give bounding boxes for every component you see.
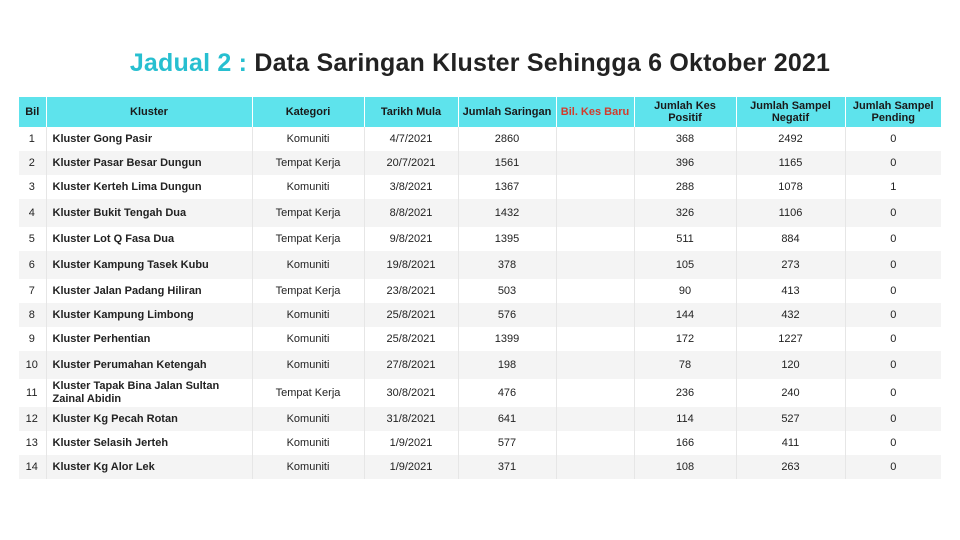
cell-jumlah-sampel-negatif: 263: [736, 455, 845, 479]
cell-jumlah-saringan: 198: [458, 351, 556, 379]
table-row: [19, 199, 941, 227]
cell-tarikh-mula: 25/8/2021: [364, 327, 458, 351]
cell-bil: 6: [19, 251, 46, 279]
table-row: [19, 327, 941, 351]
cell-bil-kes-baru: [556, 175, 634, 199]
cell-jumlah-kes-positif: 326: [634, 199, 736, 227]
cell-jumlah-sampel-pending: 0: [845, 431, 941, 455]
cell-jumlah-sampel-pending: 0: [845, 127, 941, 151]
cell-kluster: Kluster Kerteh Lima Dungun: [46, 175, 252, 199]
cell-bil: 5: [19, 227, 46, 251]
cell-kategori: Tempat Kerja: [252, 279, 364, 303]
cell-jumlah-kes-positif: 166: [634, 431, 736, 455]
cluster-screening-table: [19, 97, 941, 479]
cell-bil: 13: [19, 431, 46, 455]
cell-jumlah-kes-positif: 511: [634, 227, 736, 251]
cell-jumlah-sampel-pending: 0: [845, 327, 941, 351]
cell-jumlah-sampel-negatif: 120: [736, 351, 845, 379]
cell-bil-kes-baru: [556, 327, 634, 351]
cell-jumlah-sampel-negatif: 1106: [736, 199, 845, 227]
table-header-row: [19, 97, 941, 127]
cell-jumlah-saringan: 1395: [458, 227, 556, 251]
cell-jumlah-kes-positif: 396: [634, 151, 736, 175]
cell-bil: 3: [19, 175, 46, 199]
table-row: [19, 279, 941, 303]
table-row: [19, 407, 941, 431]
cell-bil-kes-baru: [556, 303, 634, 327]
cell-bil-kes-baru: [556, 251, 634, 279]
cell-kategori: Komuniti: [252, 431, 364, 455]
cell-jumlah-kes-positif: 78: [634, 351, 736, 379]
cell-jumlah-saringan: 476: [458, 379, 556, 407]
cell-kategori: Komuniti: [252, 407, 364, 431]
cell-jumlah-kes-positif: 114: [634, 407, 736, 431]
table-row: [19, 175, 941, 199]
cell-bil-kes-baru: [556, 431, 634, 455]
cell-jumlah-sampel-pending: 0: [845, 251, 941, 279]
cell-jumlah-saringan: 503: [458, 279, 556, 303]
cell-jumlah-kes-positif: 368: [634, 127, 736, 151]
cell-kategori: Tempat Kerja: [252, 227, 364, 251]
cell-kluster: Kluster Bukit Tengah Dua: [46, 199, 252, 227]
cell-kategori: Komuniti: [252, 251, 364, 279]
cell-jumlah-kes-positif: 288: [634, 175, 736, 199]
cell-jumlah-saringan: 371: [458, 455, 556, 479]
cell-tarikh-mula: 19/8/2021: [364, 251, 458, 279]
cell-kluster: Kluster Perumahan Ketengah: [46, 351, 252, 379]
cell-jumlah-sampel-negatif: 1165: [736, 151, 845, 175]
cell-jumlah-sampel-negatif: 1227: [736, 327, 845, 351]
cell-kategori: Komuniti: [252, 455, 364, 479]
cell-bil: 12: [19, 407, 46, 431]
cell-jumlah-saringan: 1399: [458, 327, 556, 351]
cell-bil-kes-baru: [556, 379, 634, 407]
cell-jumlah-kes-positif: 236: [634, 379, 736, 407]
cell-jumlah-sampel-negatif: 2492: [736, 127, 845, 151]
cell-jumlah-sampel-pending: 0: [845, 407, 941, 431]
cell-bil-kes-baru: [556, 227, 634, 251]
cell-jumlah-sampel-negatif: 527: [736, 407, 845, 431]
cell-jumlah-saringan: 1561: [458, 151, 556, 175]
cell-bil: 8: [19, 303, 46, 327]
cell-tarikh-mula: 8/8/2021: [364, 199, 458, 227]
cell-jumlah-sampel-negatif: 432: [736, 303, 845, 327]
page-title: [0, 49, 960, 78]
table-row: [19, 455, 941, 479]
table-row: [19, 227, 941, 251]
cell-bil: 14: [19, 455, 46, 479]
cell-kategori: Komuniti: [252, 327, 364, 351]
cell-jumlah-sampel-pending: 0: [845, 227, 941, 251]
cell-jumlah-sampel-negatif: 273: [736, 251, 845, 279]
cell-jumlah-saringan: 2860: [458, 127, 556, 151]
cell-jumlah-sampel-negatif: 1078: [736, 175, 845, 199]
cell-bil: 7: [19, 279, 46, 303]
cell-jumlah-sampel-negatif: 413: [736, 279, 845, 303]
cell-tarikh-mula: 23/8/2021: [364, 279, 458, 303]
cell-kategori: Komuniti: [252, 303, 364, 327]
cell-jumlah-sampel-pending: 0: [845, 151, 941, 175]
cell-kluster: Kluster Kg Pecah Rotan: [46, 407, 252, 431]
cell-jumlah-kes-positif: 105: [634, 251, 736, 279]
header-bil: Bil: [19, 97, 46, 127]
cell-jumlah-saringan: 577: [458, 431, 556, 455]
table-row: [19, 151, 941, 175]
cell-bil: 1: [19, 127, 46, 151]
cell-tarikh-mula: 3/8/2021: [364, 175, 458, 199]
cell-tarikh-mula: 30/8/2021: [364, 379, 458, 407]
table-row: [19, 351, 941, 379]
cell-kategori: Tempat Kerja: [252, 379, 364, 407]
cell-tarikh-mula: 25/8/2021: [364, 303, 458, 327]
cell-jumlah-sampel-negatif: 240: [736, 379, 845, 407]
cell-jumlah-kes-positif: 172: [634, 327, 736, 351]
header-kategori: Kategori: [252, 97, 364, 127]
cell-tarikh-mula: 1/9/2021: [364, 455, 458, 479]
cell-bil: 10: [19, 351, 46, 379]
cell-bil-kes-baru: [556, 199, 634, 227]
cell-kategori: Komuniti: [252, 175, 364, 199]
cell-jumlah-sampel-pending: 1: [845, 175, 941, 199]
table-body: [19, 127, 941, 479]
cell-jumlah-saringan: 641: [458, 407, 556, 431]
cell-jumlah-sampel-pending: 0: [845, 303, 941, 327]
cell-bil: 2: [19, 151, 46, 175]
cell-kluster: Kluster Perhentian: [46, 327, 252, 351]
cell-bil-kes-baru: [556, 351, 634, 379]
cell-kluster: Kluster Gong Pasir: [46, 127, 252, 151]
cell-tarikh-mula: 20/7/2021: [364, 151, 458, 175]
cell-jumlah-sampel-pending: 0: [845, 279, 941, 303]
title-prefix: Jadual 2 :: [129, 49, 248, 77]
cell-bil-kes-baru: [556, 151, 634, 175]
cell-tarikh-mula: 9/8/2021: [364, 227, 458, 251]
table-row: [19, 431, 941, 455]
cell-jumlah-saringan: 1432: [458, 199, 556, 227]
header-jumlah-sampel-pending: Jumlah Sampel Pending: [845, 97, 941, 127]
header-jumlah-saringan: Jumlah Saringan: [458, 97, 556, 127]
cell-jumlah-saringan: 576: [458, 303, 556, 327]
cell-tarikh-mula: 27/8/2021: [364, 351, 458, 379]
header-bil-kes-baru: Bil. Kes Baru: [556, 97, 634, 127]
cell-bil: 4: [19, 199, 46, 227]
cell-kluster: Kluster Kg Alor Lek: [46, 455, 252, 479]
cell-kluster: Kluster Pasar Besar Dungun: [46, 151, 252, 175]
cell-kluster: Kluster Kampung Limbong: [46, 303, 252, 327]
title-main: Data Saringan Kluster Sehingga 6 Oktober 2021: [254, 49, 831, 77]
cell-jumlah-saringan: 1367: [458, 175, 556, 199]
cell-kategori: Tempat Kerja: [252, 151, 364, 175]
table-row: [19, 379, 941, 407]
cell-kategori: Tempat Kerja: [252, 199, 364, 227]
cell-jumlah-kes-positif: 108: [634, 455, 736, 479]
cell-tarikh-mula: 31/8/2021: [364, 407, 458, 431]
table-row: [19, 303, 941, 327]
cell-jumlah-kes-positif: 90: [634, 279, 736, 303]
header-tarikh-mula: Tarikh Mula: [364, 97, 458, 127]
table-row: [19, 127, 941, 151]
cell-kluster: Kluster Kampung Tasek Kubu: [46, 251, 252, 279]
cell-jumlah-kes-positif: 144: [634, 303, 736, 327]
table-row: [19, 251, 941, 279]
cell-jumlah-sampel-pending: 0: [845, 351, 941, 379]
cell-kategori: Komuniti: [252, 127, 364, 151]
cell-jumlah-sampel-negatif: 884: [736, 227, 845, 251]
cell-jumlah-sampel-pending: 0: [845, 199, 941, 227]
cell-tarikh-mula: 4/7/2021: [364, 127, 458, 151]
header-kluster: Kluster: [46, 97, 252, 127]
cell-kategori: Komuniti: [252, 351, 364, 379]
cell-tarikh-mula: 1/9/2021: [364, 431, 458, 455]
cell-bil-kes-baru: [556, 407, 634, 431]
cell-bil: 11: [19, 379, 46, 407]
cell-bil-kes-baru: [556, 127, 634, 151]
cell-jumlah-sampel-pending: 0: [845, 379, 941, 407]
header-jumlah-sampel-negatif: Jumlah Sampel Negatif: [736, 97, 845, 127]
cell-bil-kes-baru: [556, 279, 634, 303]
cell-bil-kes-baru: [556, 455, 634, 479]
cell-kluster: Kluster Tapak Bina Jalan Sultan Zainal Abidin: [46, 379, 252, 407]
cell-bil: 9: [19, 327, 46, 351]
cell-jumlah-sampel-pending: 0: [845, 455, 941, 479]
cell-kluster: Kluster Selasih Jerteh: [46, 431, 252, 455]
cell-kluster: Kluster Lot Q Fasa Dua: [46, 227, 252, 251]
header-jumlah-kes-positif: Jumlah Kes Positif: [634, 97, 736, 127]
cell-jumlah-saringan: 378: [458, 251, 556, 279]
cell-jumlah-sampel-negatif: 411: [736, 431, 845, 455]
cell-kluster: Kluster Jalan Padang Hiliran: [46, 279, 252, 303]
